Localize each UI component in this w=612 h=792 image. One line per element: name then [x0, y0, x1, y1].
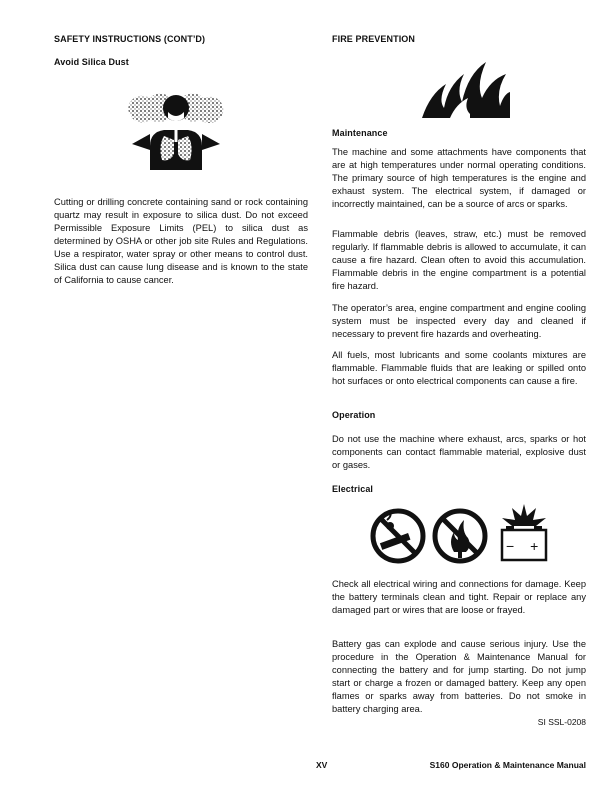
no-open-flame-icon [432, 508, 488, 564]
document-reference: SI SSL-0208 [537, 717, 586, 727]
manual-title: S160 Operation & Maintenance Manual [429, 760, 586, 770]
operation-paragraph: Do not use the machine where exhaust, arcs, sparks or hot components can contact flammable material, explosive dust or gases. [332, 434, 586, 470]
maintenance-paragraph-4: All fuels, most lubricants and some coolants mixtures are flammable. Flammable fluids that are leaking or spilled onto hot surfaces or onto electrical components can cause a fire. [332, 350, 586, 386]
flames-icon [420, 54, 510, 118]
electrical-paragraph-1: Check all electrical wiring and connections for damage. Keep the battery terminals clean and tight. Repair or replace any damaged part or wires that are loose or frayed. [332, 579, 586, 615]
maintenance-paragraph-3: The operator’s area, engine compartment and engine cooling system must be inspected every day and cleaned if necessary to prevent fire hazards and overheating. [332, 303, 586, 339]
maintenance-paragraph-2: Flammable debris (leaves, straw, etc.) must be removed regularly. If flammable debris is allowed to accumulate, it can cause a fire hazard. Clean often to avoid this accumulation. Flammable debris in the engine compartment is a potential fire hazard. [332, 229, 586, 291]
electrical-paragraph-2: Battery gas can explode and cause serious injury. Use the procedure in the Operation & Maintenance Manual for connecting the battery and for jump starting. Do not jump start or charge a frozen or damaged battery. Keep any open flames or sparks away from batteries. Do not smoke in battery charging area. [332, 639, 586, 714]
silica-dust-lungs-icon [128, 90, 224, 170]
battery-terminal-symbols: − + [506, 538, 545, 554]
heading-electrical: Electrical [332, 484, 374, 494]
no-smoking-icon [370, 508, 426, 564]
heading-operation: Operation [332, 410, 376, 420]
heading-maintenance: Maintenance [332, 128, 388, 138]
silica-paragraph: Cutting or drilling concrete containing sand or rock containing quartz may result in exposure to silica dust. Do not exceed Permissible Exposure Limits (PEL) to silica dust as determined by OSHA or other job site Rules and Regulations. Use a respirator, water spray or other means to control dust. Silica dust can cause lung disease and is known to the state of California to cause cancer. [54, 197, 308, 285]
subtitle-silica: Avoid Silica Dust [54, 57, 129, 67]
page-number: XV [316, 760, 328, 770]
section-title-fire: FIRE PREVENTION [332, 34, 416, 44]
maintenance-paragraph-1: The machine and some attachments have components that are at high temperatures under normal operating conditions. The primary source of high temperatures is the engine and exhaust system. The electrical system, if damaged or incorrectly maintained, can be a source of arcs or sparks. [332, 147, 586, 209]
battery-explosion-icon [496, 502, 552, 564]
section-title-safety: SAFETY INSTRUCTIONS (CONT’D) [54, 34, 206, 44]
